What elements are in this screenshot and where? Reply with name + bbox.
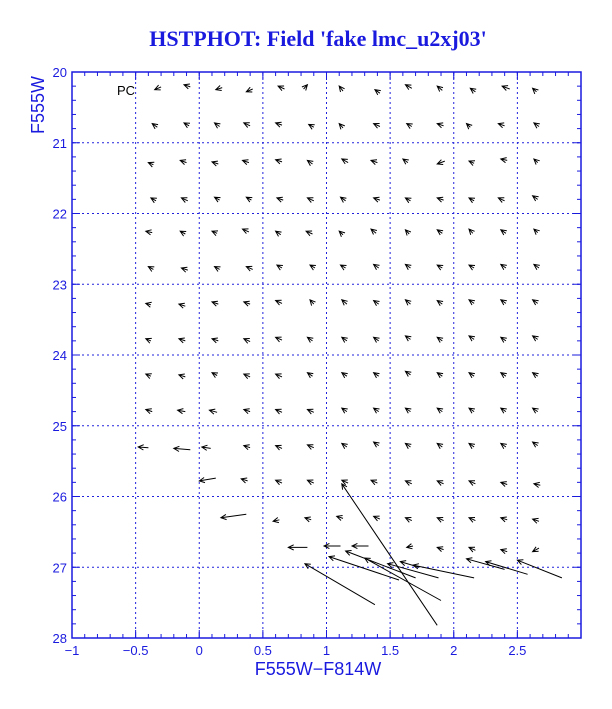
vector-arrow — [212, 231, 218, 236]
vector-arrow — [216, 86, 222, 91]
vector-arrow — [374, 264, 380, 269]
vector-arrow — [437, 197, 443, 202]
y-tick-label: 23 — [52, 277, 67, 293]
y-axis — [53, 65, 581, 646]
vector-arrow — [246, 266, 252, 271]
vector-arrow — [309, 124, 315, 129]
vector-arrow — [501, 264, 507, 269]
vector-arrow — [244, 339, 250, 344]
vector-arrow — [244, 445, 250, 450]
vector-arrow — [469, 265, 475, 270]
vector-arrow — [276, 231, 282, 236]
x-tick-label: −0.5 — [122, 643, 149, 658]
vector-arrow — [179, 374, 185, 379]
vector-arrow — [374, 301, 380, 306]
vector-arrow — [405, 371, 411, 376]
vector-arrow — [534, 264, 540, 269]
vector-arrow — [276, 445, 282, 450]
vector-arrow — [501, 373, 507, 378]
vector-arrow — [174, 446, 191, 451]
vector-arrow — [352, 543, 369, 548]
vector-arrow — [374, 197, 380, 202]
vector-arrow — [375, 90, 381, 95]
vector-arrow — [212, 161, 218, 166]
vector-arrow — [215, 197, 221, 202]
vector-arrow — [276, 480, 282, 485]
vector-arrow — [498, 198, 504, 203]
vector-arrow — [437, 86, 443, 92]
vector-arrow — [209, 409, 217, 414]
x-axis-label: F555W−F814W — [254, 659, 382, 679]
x-tick-label: 1.5 — [381, 643, 400, 658]
vector-arrow — [337, 516, 343, 521]
vector-arrow — [221, 514, 246, 519]
vector-arrow — [276, 409, 282, 414]
vector-arrow — [244, 301, 250, 306]
vector-arrow — [469, 373, 475, 378]
vector-arrow — [288, 545, 307, 550]
vector-arrow — [469, 300, 475, 305]
vector-arrow — [437, 481, 443, 486]
y-tick-label: 28 — [52, 631, 67, 646]
vector-arrow — [244, 409, 250, 414]
vector-arrow — [405, 443, 411, 448]
vector-arrow — [184, 84, 190, 89]
vector-arrow — [342, 159, 348, 164]
vector-arrow — [405, 336, 411, 341]
vector-arrow — [467, 124, 473, 130]
vector-arrow — [374, 408, 380, 413]
vector-arrow — [342, 443, 348, 448]
vector-arrow — [278, 86, 284, 91]
vector-arrow — [307, 373, 313, 378]
x-tick-label: −1 — [64, 643, 80, 658]
y-tick-label: 26 — [52, 489, 67, 505]
vector-arrow — [533, 408, 539, 413]
vector-arrow — [469, 481, 475, 486]
vector-arrow — [305, 517, 311, 522]
vector-arrow — [339, 231, 345, 237]
vector-arrow — [374, 516, 380, 521]
vector-arrow — [501, 337, 507, 342]
vector-arrow — [243, 229, 249, 234]
vector-arrow — [469, 518, 475, 523]
vector-arrow — [341, 197, 347, 202]
vector-arrow — [305, 564, 375, 605]
vector-arrow — [437, 518, 443, 523]
vector-arrow — [276, 122, 282, 127]
vector-arrow — [437, 301, 443, 306]
vector-arrow — [413, 564, 474, 578]
vector-arrow — [146, 302, 152, 307]
vector-arrow — [339, 86, 344, 92]
vector-arrow — [307, 480, 313, 485]
vector-arrow — [501, 408, 507, 413]
vector-arrow — [212, 373, 218, 378]
vector-arrow — [501, 482, 507, 487]
vector-arrow — [534, 482, 540, 487]
vector-arrow — [437, 230, 443, 235]
vector-arrow — [469, 198, 475, 203]
vector-arrow — [405, 518, 411, 523]
vector-arrow — [148, 162, 154, 167]
vector-arrow — [273, 518, 279, 523]
vector-arrow — [437, 443, 443, 448]
vector-arrow — [533, 518, 539, 523]
vector-arrow — [306, 231, 312, 236]
vector-arrow — [138, 445, 148, 450]
y-tick-label: 20 — [52, 65, 67, 80]
vector-arrow — [470, 88, 476, 93]
vector-arrow — [180, 231, 186, 236]
vector-arrow — [469, 547, 475, 552]
vector-arrow — [533, 88, 539, 94]
vector-arrow — [469, 443, 475, 448]
vector-arrow — [374, 124, 380, 129]
vector-arrow — [533, 442, 539, 447]
vector-arrow — [437, 408, 443, 413]
vector-arrow — [501, 549, 507, 554]
vector-arrow — [501, 158, 507, 163]
vector-arrow — [371, 160, 377, 165]
vector-arrow — [180, 160, 186, 165]
vector-arrow — [342, 300, 348, 306]
chart-title: HSTPHOT: Field 'fake lmc_u2xj03' — [149, 26, 487, 51]
vector-arrow — [405, 198, 411, 203]
vector-arrow — [533, 373, 539, 378]
vector-arrow — [437, 123, 443, 128]
vector-arrow — [469, 336, 475, 341]
y-tick-label: 27 — [52, 560, 67, 576]
x-tick-label: 2.5 — [508, 643, 527, 658]
vector-arrow — [342, 373, 348, 378]
vector-arrow — [276, 337, 282, 342]
vector-arrow — [501, 230, 507, 235]
vector-arrow — [498, 123, 504, 128]
vector-arrow — [517, 560, 562, 578]
vector-arrow — [199, 478, 216, 483]
vector-arrow — [179, 303, 185, 308]
y-tick-label: 24 — [52, 348, 67, 363]
vector-arrow — [534, 159, 540, 165]
vector-arrow — [437, 337, 443, 342]
vector-arrow — [307, 445, 313, 450]
x-tick-label: 0.5 — [253, 643, 272, 658]
vector-arrow — [534, 229, 540, 235]
vector-arrow — [246, 87, 252, 92]
vector-arrow — [310, 265, 316, 270]
vector-arrow — [244, 123, 250, 128]
vector-arrow — [244, 374, 250, 379]
vector-arrow — [403, 159, 409, 164]
vector-arrow — [202, 445, 211, 450]
vector-arrow — [215, 123, 221, 128]
vector-arrow — [310, 300, 316, 306]
vector-arrow — [241, 478, 247, 483]
vector-arrow — [371, 480, 377, 485]
vector-arrow — [307, 409, 313, 414]
vector-arrow — [469, 229, 475, 235]
vector-arrow — [342, 337, 348, 342]
vector-arrow — [405, 85, 411, 90]
vector-arrow — [181, 198, 187, 203]
panel-label: PC — [117, 83, 136, 98]
y-tick-label: 21 — [52, 135, 67, 151]
vector-arrow — [339, 124, 345, 130]
vector-arrow — [374, 442, 380, 447]
y-axis-label: F555W — [28, 75, 48, 135]
vector-arrow — [178, 409, 186, 414]
vector-arrow — [405, 264, 411, 269]
vector-arrow — [341, 265, 347, 270]
vector-arrow — [407, 124, 413, 129]
vector-arrow — [437, 265, 443, 270]
vector-arrow — [151, 198, 157, 203]
vector-arrow — [374, 373, 380, 378]
vector-arrow — [155, 85, 161, 90]
vector-arrow — [146, 230, 152, 235]
vector-arrow — [342, 408, 348, 413]
vector-arrow — [212, 338, 218, 343]
vector-arrow — [215, 267, 221, 272]
vector-arrow — [437, 373, 443, 378]
vector-arrow — [152, 124, 158, 129]
vector-arrow — [405, 408, 411, 413]
x-tick-label: 0 — [195, 643, 203, 658]
vector-arrow — [437, 160, 445, 165]
vector-arrow — [148, 267, 154, 272]
x-tick-label: 1 — [322, 643, 331, 658]
vector-arrow — [371, 229, 377, 234]
vector-arrow — [246, 197, 252, 202]
vector-arrow — [307, 160, 313, 165]
vector-arrow — [405, 300, 411, 306]
vector-arrow — [405, 230, 411, 236]
vector-arrow — [533, 300, 539, 305]
vector-arrow — [469, 408, 475, 413]
vector-arrow — [533, 547, 539, 552]
vector-arrow — [277, 265, 283, 270]
vector-arrow — [307, 337, 313, 342]
vector-arrow — [501, 517, 507, 522]
vector-arrow — [374, 337, 380, 342]
vector-arrow — [184, 123, 190, 128]
vector-arrow — [502, 86, 510, 91]
vector-arrow — [212, 301, 218, 306]
vector-arrow — [179, 338, 185, 343]
x-tick-label: 2 — [450, 643, 458, 658]
vector-arrow — [437, 547, 443, 552]
y-tick-label: 22 — [52, 206, 67, 222]
vector-arrow — [181, 267, 187, 272]
vector-arrow — [407, 544, 413, 549]
vector-arrow — [302, 85, 308, 91]
vector-arrow — [243, 160, 249, 165]
vector-arrow — [146, 338, 152, 343]
vector-arrow — [277, 197, 283, 202]
vector-arrow — [146, 409, 152, 414]
vector-arrow — [146, 374, 152, 379]
vector-arrow — [501, 443, 507, 448]
vector-arrow — [276, 374, 282, 379]
vector-arrow — [405, 481, 411, 486]
vector-arrow — [534, 123, 540, 128]
vector-arrow — [469, 161, 475, 166]
vector-arrow — [486, 561, 528, 575]
vector-arrow — [501, 300, 507, 305]
vector-arrow — [533, 196, 539, 201]
vector-arrow — [533, 336, 539, 341]
vector-arrow — [276, 300, 282, 305]
vector-arrow — [276, 159, 282, 164]
vector-arrow — [307, 198, 313, 203]
y-tick-label: 25 — [52, 418, 67, 434]
